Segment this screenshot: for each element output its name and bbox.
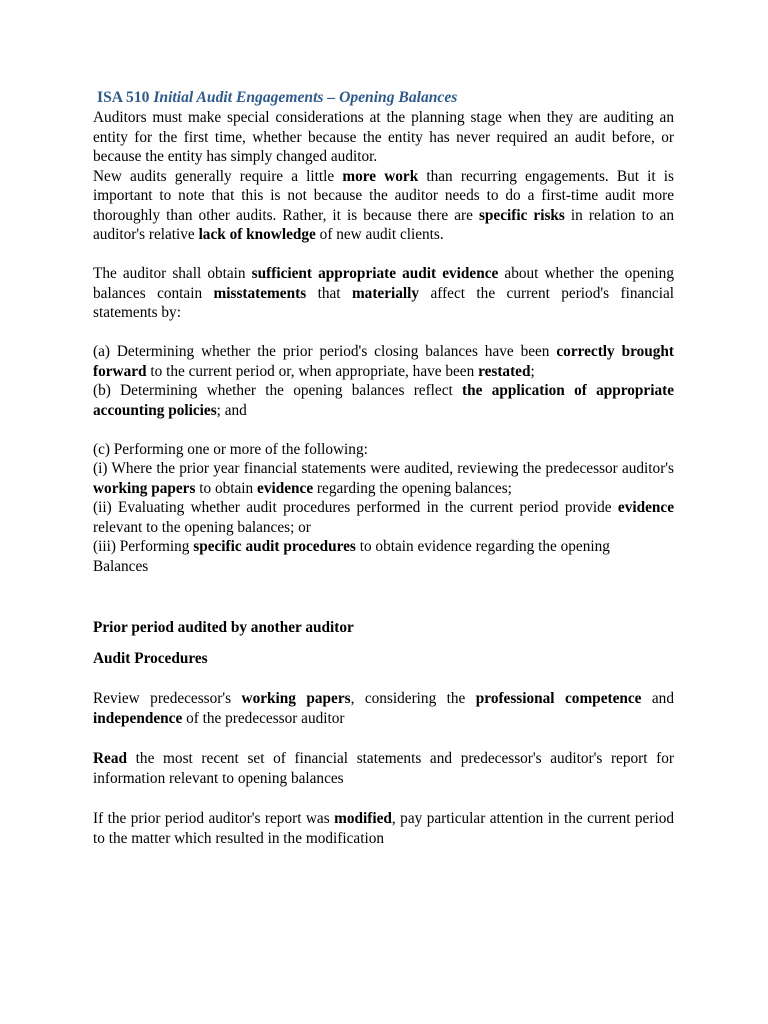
section-heading: Prior period audited by another auditor bbox=[93, 619, 354, 636]
text-run: to obtain bbox=[195, 479, 258, 497]
bold-run: working papers bbox=[241, 690, 351, 707]
spacer bbox=[93, 323, 674, 343]
text-run: of new audit clients. bbox=[315, 226, 444, 243]
text-run: regarding the opening balances; bbox=[313, 479, 512, 497]
bold-run: lack of knowledge bbox=[198, 226, 316, 243]
text-run: (b) Determining whether the opening balances reflect bbox=[93, 382, 463, 399]
page-title bbox=[97, 88, 674, 107]
spacer bbox=[93, 576, 674, 618]
procedure-read bbox=[93, 749, 674, 788]
document-body bbox=[93, 88, 674, 848]
text-run: than recurring engagements. But it is important to note that this is not because the auditor needs to do a first-time audit more thoroughly than other audits. Rather, it is because there are bbox=[93, 167, 674, 224]
procedure-review bbox=[93, 689, 674, 728]
procedure-modified bbox=[93, 809, 674, 848]
bold-run: more work bbox=[342, 167, 419, 185]
list-item-c-ii bbox=[93, 498, 674, 537]
bold-run: evidence bbox=[257, 479, 314, 497]
bold-run: correctly brought forward bbox=[93, 343, 675, 380]
bold-run: misstatements bbox=[213, 284, 307, 302]
text-run: , pay particular attention in the current period to the matter which resulted in the modification bbox=[93, 810, 674, 847]
text-run: that bbox=[306, 284, 352, 302]
text-run: New audits generally require a little bbox=[93, 167, 343, 185]
bold-run: evidence bbox=[617, 499, 674, 516]
new-audits-paragraph bbox=[93, 167, 674, 245]
bold-run: modified bbox=[334, 810, 392, 827]
list-item-c: (c) Performing one or more of the following: bbox=[93, 440, 368, 458]
text-run: and bbox=[641, 690, 674, 707]
text-run: in relation to an auditor's relative bbox=[93, 206, 674, 243]
text-run: of the predecessor auditor bbox=[182, 709, 345, 727]
text-run: Review predecessor's bbox=[93, 690, 242, 707]
list-item-c-iii-continued: Balances bbox=[93, 557, 149, 575]
bold-run: sufficient appropriate audit evidence bbox=[251, 265, 499, 282]
list-item-c-i bbox=[93, 459, 674, 498]
text-run: (iii) Performing bbox=[93, 538, 194, 555]
text-run: ; and bbox=[216, 401, 247, 419]
text-run: about whether the opening balances contain bbox=[93, 265, 674, 302]
bold-run: specific risks bbox=[478, 206, 565, 224]
section-subheading: Audit Procedures bbox=[93, 649, 208, 667]
text-run: (ii) Evaluating whether audit procedures performed in the current period provide bbox=[93, 499, 618, 516]
bold-run: working papers bbox=[93, 479, 196, 497]
list-item-b bbox=[93, 381, 674, 420]
text-run: to obtain evidence regarding the opening bbox=[355, 538, 610, 555]
bold-run: Read bbox=[93, 750, 127, 767]
text-run: The auditor shall obtain bbox=[93, 265, 252, 282]
text-run: (a) Determining whether the prior period's closing balances have been bbox=[93, 343, 557, 360]
list-item-a bbox=[93, 342, 674, 381]
spacer bbox=[93, 420, 674, 440]
standard-title: Initial Audit Engagements – Opening Balances bbox=[153, 89, 458, 106]
text-run: relevant to the opening balances; or bbox=[93, 518, 311, 536]
text-run: , considering the bbox=[350, 690, 476, 707]
bold-run: specific audit procedures bbox=[193, 538, 356, 555]
spacer bbox=[93, 245, 674, 265]
text-run: ; bbox=[530, 362, 535, 380]
text-run: (i) Where the prior year financial statements were audited, reviewing the predecessor auditor's bbox=[93, 460, 674, 477]
text-run: the most recent set of financial statements and predecessor's auditor's report for information relevant to opening balances bbox=[93, 750, 674, 787]
text-run: to the current period or, when appropriate, have been bbox=[146, 362, 479, 380]
bold-run: professional competence bbox=[475, 690, 642, 707]
text-run: If the prior period auditor's report was bbox=[93, 810, 335, 827]
bold-run: restated bbox=[478, 362, 531, 380]
objective-paragraph bbox=[93, 264, 674, 323]
bold-run: materially bbox=[351, 284, 420, 302]
standard-code: ISA 510 bbox=[97, 89, 150, 106]
bold-run: independence bbox=[93, 709, 183, 727]
bold-run: the application of appropriate accounting policies bbox=[93, 382, 674, 419]
list-item-c-iii bbox=[93, 537, 674, 557]
text-run: affect the current period's financial statements by: bbox=[93, 284, 674, 321]
intro-paragraph: Auditors must make special considerations at the planning stage when they are auditing an entity for the first time, whether because the entity has never required an audit before, or because the entity has simply changed auditor. bbox=[93, 109, 674, 165]
